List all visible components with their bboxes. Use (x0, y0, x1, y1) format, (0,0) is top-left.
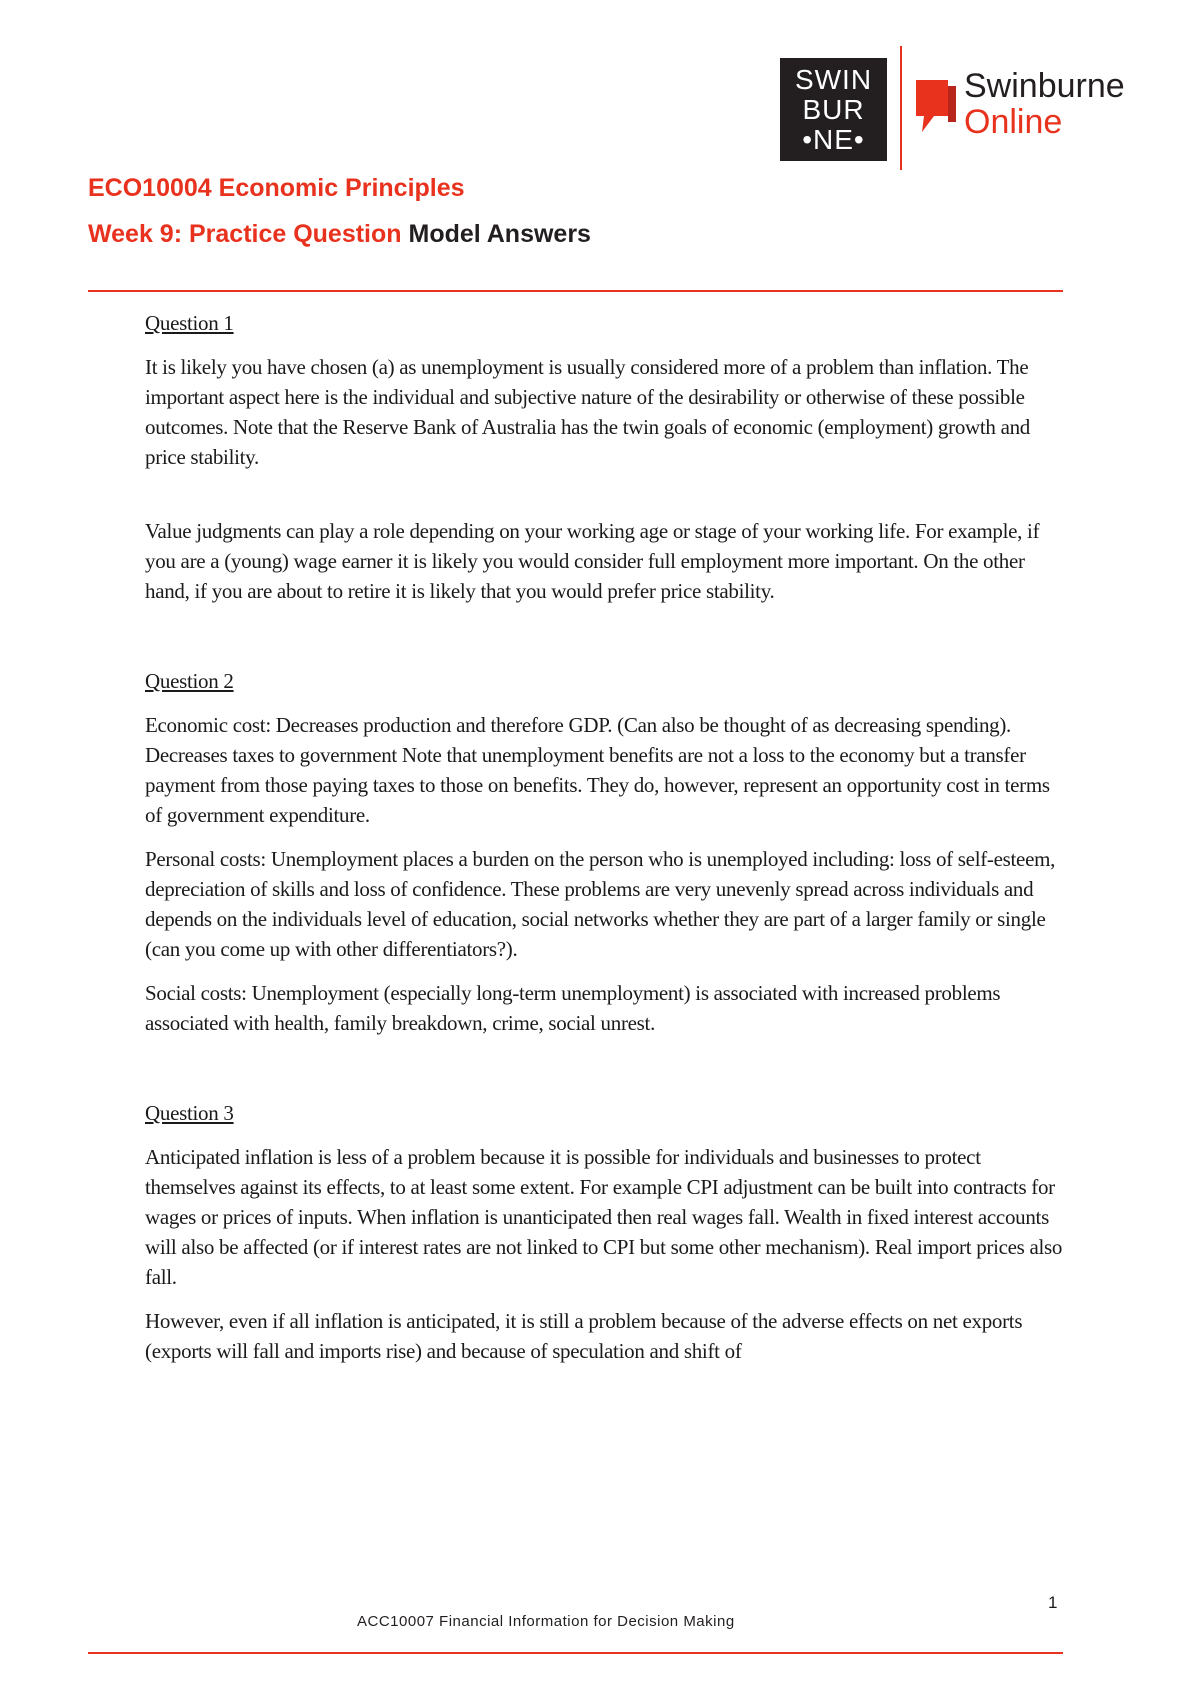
logo-line-3: •NE• (802, 123, 865, 155)
logo-line-2: BUR (802, 93, 865, 125)
question-heading: Question 2 (145, 669, 234, 693)
answer-paragraph: Anticipated inflation is less of a problem because it is possible for individuals and businesses to protect themselves against its effects, to at least some extent. For example CPI adjustment can be built into contracts for wages or prices of inputs. When inflation is unanticipated then real wages fall. Wealth in fixed interest accounts will also be affected (or if interest rates are not linked to CPI but some other mechanism). Real import prices also fall. (145, 1145, 1063, 1289)
question-heading: Question 1 (145, 311, 234, 335)
question-1-section (145, 308, 1065, 606)
header-divider (88, 290, 1063, 292)
logo-divider (900, 46, 902, 170)
document-body (145, 308, 1065, 1380)
question-heading: Question 3 (145, 1101, 234, 1125)
answer-paragraph: Personal costs: Unemployment places a burden on the person who is unemployed including: loss of self-esteem, depreciation of skills and loss of confidence. These problems are very unevenly spread across individuals and depends on the individuals level of education, social networks whether they are part of a larger family or single (can you come up with other differentiators?). (145, 847, 1056, 961)
answer-paragraph: It is likely you have chosen (a) as unemployment is usually considered more of a problem than inflation. The important aspect here is the individual and subjective nature of the desirability or otherwise of these possible outcomes. Note that the Reserve Bank of Australia has the twin goals of economic (employment) growth and price stability. (145, 355, 1030, 469)
logo-line-1: SWIN (794, 63, 873, 95)
swinburne-crest-logo (780, 58, 887, 161)
week-title (88, 220, 591, 249)
footer-divider (88, 1652, 1063, 1654)
week-title-black: Model Answers (408, 220, 591, 248)
speech-bubble-icon (912, 76, 960, 138)
answer-paragraph: Value judgments can play a role depending on your working age or stage of your working life. For example, if you are a (young) wage earner it is likely you would consider full employment more important. On the other hand, if you are about to retire it is likely that you would prefer price stability. (145, 519, 1040, 603)
course-title: ECO10004 Economic Principles (88, 174, 465, 202)
answer-paragraph: Social costs: Unemployment (especially long-term unemployment) is associated with increased problems associated with health, family breakdown, crime, social unrest. (145, 981, 1001, 1035)
answer-paragraph: However, even if all inflation is anticipated, it is still a problem because of the adverse effects on net exports (exports will fall and imports rise) and because of speculation and shift of (145, 1309, 1023, 1363)
question-2-section (145, 666, 1065, 1038)
swinburne-online-logo (912, 68, 1162, 148)
answer-paragraph: Economic cost: Decreases production and therefore GDP. (Can also be thought of as decreasing spending). Decreases taxes to government Note that unemployment benefits are not a loss to the economy but a transfer payment from those paying taxes to those on benefits. They do, however, represent an opportunity cost in terms of government expenditure. (145, 713, 1050, 827)
question-3-section (145, 1098, 1065, 1366)
week-title-red: Week 9: Practice Question (88, 220, 402, 248)
footer-text: ACC10007 Financial Information for Decision Making (357, 1613, 735, 1630)
online-logo-line-2: Online (964, 103, 1063, 141)
online-logo-line-1: Swinburne (964, 67, 1125, 105)
page-number: 1 (1048, 1593, 1058, 1612)
